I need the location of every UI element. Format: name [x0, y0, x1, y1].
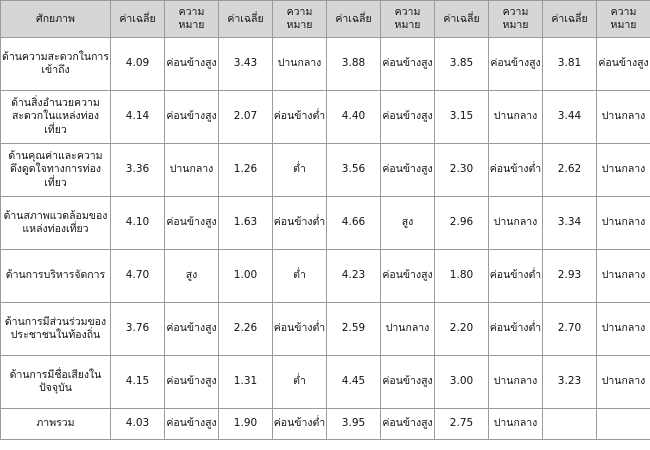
table-row — [1, 303, 650, 356]
cell-meaning-label: ค่อนข้างต่ำ — [489, 303, 543, 356]
cell-meaning-label: ค่อนข้างสูง — [381, 409, 435, 440]
cell-mean-value: 4.14 — [111, 91, 165, 144]
cell-meaning-label: ค่อนข้างสูง — [165, 38, 219, 91]
table-row — [1, 250, 650, 303]
cell-meaning-label: ต่ำ — [273, 356, 327, 409]
cell-mean-value: 3.15 — [435, 91, 489, 144]
row-aspect-label: ภาพรวม — [1, 409, 111, 440]
cell-mean-value: 2.20 — [435, 303, 489, 356]
cell-mean-value: 1.26 — [219, 144, 273, 197]
cell-meaning-label: ปานกลาง — [489, 91, 543, 144]
row-aspect-label: ด้านการมีส่วนร่วมของประชาชนในท้องถิ่น — [1, 303, 111, 356]
cell-mean-value: 3.56 — [327, 144, 381, 197]
cell-mean-value — [543, 409, 597, 440]
cell-mean-value: 1.63 — [219, 197, 273, 250]
table-row — [1, 38, 650, 91]
column-header-mean: ค่าเฉลี่ย — [435, 1, 489, 38]
column-header-aspect: ศักยภาพ — [1, 1, 111, 38]
table-row — [1, 356, 650, 409]
cell-mean-value: 2.30 — [435, 144, 489, 197]
cell-meaning-label: ปานกลาง — [597, 356, 650, 409]
column-header-meaning: ความหมาย — [597, 1, 650, 38]
cell-mean-value: 3.85 — [435, 38, 489, 91]
cell-mean-value: 3.81 — [543, 38, 597, 91]
cell-mean-value: 4.70 — [111, 250, 165, 303]
cell-mean-value: 2.96 — [435, 197, 489, 250]
row-aspect-label: ด้านสภาพแวดล้อมของแหล่งท่องเที่ยว — [1, 197, 111, 250]
cell-meaning-label: สูง — [165, 250, 219, 303]
cell-mean-value: 2.62 — [543, 144, 597, 197]
cell-meaning-label — [597, 409, 650, 440]
column-header-meaning: ความหมาย — [273, 1, 327, 38]
column-header-mean: ค่าเฉลี่ย — [219, 1, 273, 38]
column-header-meaning: ความหมาย — [381, 1, 435, 38]
cell-mean-value: 3.76 — [111, 303, 165, 356]
cell-mean-value: 2.75 — [435, 409, 489, 440]
cell-meaning-label: ค่อนข้างสูง — [381, 38, 435, 91]
cell-mean-value: 4.10 — [111, 197, 165, 250]
column-header-meaning: ความหมาย — [489, 1, 543, 38]
cell-meaning-label: ต่ำ — [273, 250, 327, 303]
table-row — [1, 91, 650, 144]
cell-meaning-label: ปานกลาง — [489, 356, 543, 409]
column-header-mean: ค่าเฉลี่ย — [327, 1, 381, 38]
cell-meaning-label: ค่อนข้างสูง — [381, 250, 435, 303]
cell-mean-value: 3.23 — [543, 356, 597, 409]
cell-mean-value: 2.70 — [543, 303, 597, 356]
cell-meaning-label: ค่อนข้างสูง — [165, 91, 219, 144]
cell-mean-value: 3.00 — [435, 356, 489, 409]
cell-meaning-label: ปานกลาง — [489, 409, 543, 440]
cell-meaning-label: ค่อนข้างต่ำ — [489, 250, 543, 303]
cell-mean-value: 2.59 — [327, 303, 381, 356]
cell-meaning-label: ค่อนข้างต่ำ — [489, 144, 543, 197]
cell-meaning-label: ปานกลาง — [597, 197, 650, 250]
cell-meaning-label: ค่อนข้างต่ำ — [273, 91, 327, 144]
cell-meaning-label: ค่อนข้างสูง — [165, 197, 219, 250]
row-aspect-label: ด้านสิ่งอำนวยความสะดวกในแหล่งท่องเที่ยว — [1, 91, 111, 144]
cell-meaning-label: ค่อนข้างสูง — [381, 144, 435, 197]
cell-mean-value: 3.95 — [327, 409, 381, 440]
cell-mean-value: 4.23 — [327, 250, 381, 303]
column-header-mean: ค่าเฉลี่ย — [111, 1, 165, 38]
cell-mean-value: 4.45 — [327, 356, 381, 409]
cell-mean-value: 1.90 — [219, 409, 273, 440]
cell-meaning-label: ปานกลาง — [597, 144, 650, 197]
cell-mean-value: 4.09 — [111, 38, 165, 91]
cell-mean-value: 3.44 — [543, 91, 597, 144]
cell-mean-value: 4.66 — [327, 197, 381, 250]
cell-meaning-label: ค่อนข้างสูง — [489, 38, 543, 91]
cell-mean-value: 3.34 — [543, 197, 597, 250]
cell-mean-value: 2.26 — [219, 303, 273, 356]
cell-mean-value: 2.93 — [543, 250, 597, 303]
table-row — [1, 144, 650, 197]
cell-mean-value: 3.88 — [327, 38, 381, 91]
row-aspect-label: ด้านการบริหารจัดการ — [1, 250, 111, 303]
cell-mean-value: 4.15 — [111, 356, 165, 409]
cell-mean-value: 4.40 — [327, 91, 381, 144]
cell-meaning-label: ค่อนข้างสูง — [381, 91, 435, 144]
cell-meaning-label: ปานกลาง — [597, 250, 650, 303]
cell-mean-value: 3.36 — [111, 144, 165, 197]
cell-meaning-label: ปานกลาง — [597, 303, 650, 356]
row-aspect-label: ด้านการมีชื่อเสียงในปัจจุบัน — [1, 356, 111, 409]
cell-meaning-label: ค่อนข้างต่ำ — [273, 303, 327, 356]
cell-meaning-label: ปานกลาง — [381, 303, 435, 356]
cell-meaning-label: ค่อนข้างสูง — [165, 409, 219, 440]
cell-meaning-label: ปานกลาง — [273, 38, 327, 91]
cell-meaning-label: ค่อนข้างสูง — [165, 356, 219, 409]
cell-meaning-label: สูง — [381, 197, 435, 250]
cell-meaning-label: ค่อนข้างสูง — [597, 38, 650, 91]
cell-meaning-label: ปานกลาง — [597, 91, 650, 144]
table-body — [1, 1, 650, 440]
table-header-row — [1, 1, 650, 38]
cell-mean-value: 1.80 — [435, 250, 489, 303]
row-aspect-label: ด้านความสะดวกในการเข้าถึง — [1, 38, 111, 91]
cell-mean-value: 4.03 — [111, 409, 165, 440]
cell-meaning-label: ค่อนข้างสูง — [165, 303, 219, 356]
cell-mean-value: 3.43 — [219, 38, 273, 91]
column-header-meaning: ความหมาย — [165, 1, 219, 38]
cell-mean-value: 2.07 — [219, 91, 273, 144]
table-row — [1, 197, 650, 250]
cell-mean-value: 1.00 — [219, 250, 273, 303]
cell-meaning-label: ค่อนข้างต่ำ — [273, 197, 327, 250]
cell-meaning-label: ปานกลาง — [489, 197, 543, 250]
cell-meaning-label: ค่อนข้างต่ำ — [273, 409, 327, 440]
row-aspect-label: ด้านคุณค่าและความดึงดูดใจทางการท่องเที่ยว — [1, 144, 111, 197]
cell-meaning-label: ค่อนข้างสูง — [381, 356, 435, 409]
cell-meaning-label: ต่ำ — [273, 144, 327, 197]
cell-mean-value: 1.31 — [219, 356, 273, 409]
table-row — [1, 409, 650, 440]
column-header-mean: ค่าเฉลี่ย — [543, 1, 597, 38]
cell-meaning-label: ปานกลาง — [165, 144, 219, 197]
